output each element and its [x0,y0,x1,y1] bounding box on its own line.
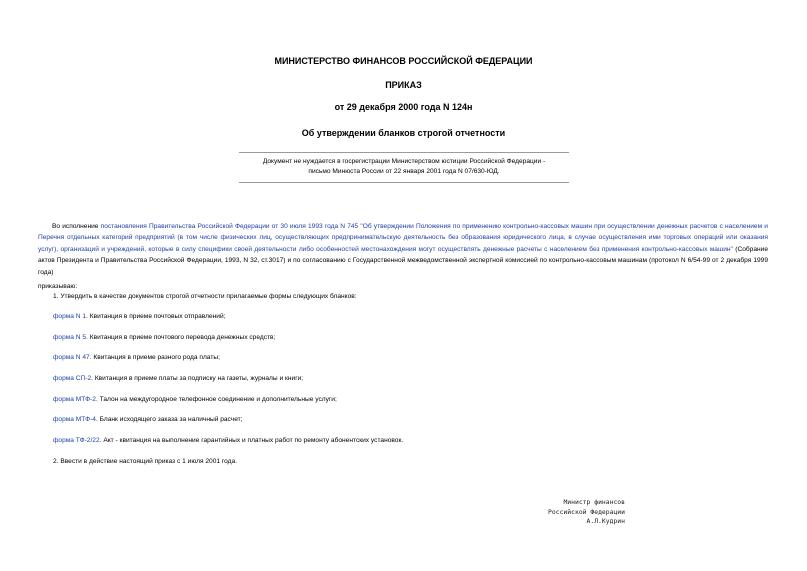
form-description: Акт - квитанция на выполнение гарантийных и платных работ по ремонту абонентских установок. [101,437,404,444]
signature-block [548,498,625,527]
form-link[interactable]: форма N 1. [53,313,88,320]
form-list-item [53,354,220,361]
form-description: Талон на междугородное телефонное соединение и дополнительные услуги; [97,396,337,403]
form-description: Бланк исходящего заказа за наличный расчет; [97,416,243,423]
form-description: Квитанция в приеме почтового перевода денежных средств; [87,334,276,341]
form-description: Квитанция в приеме разного рода платы; [91,354,220,361]
form-link[interactable]: форма N 47. [53,354,92,361]
signature-name: А.Л.Кудрин [586,517,625,526]
registration-note-line-1: Документ не нуждается в госрегистрации Министерством юстиции Российской Федерации - [262,158,546,165]
preamble-paragraph [38,221,768,278]
item-1-text: 1. Утвердить в качестве документов строгой отчетности прилагаемые формы следующих бланков: [53,293,357,300]
form-list-item [53,375,303,382]
form-description: Квитанция в приеме почтовых отправлений; [87,313,226,320]
item-2-text: 2. Ввести в действие настоящий приказ с 1 июля 2001 года. [53,458,237,465]
order-date: от 29 декабря 2000 года N 124н [334,102,473,112]
form-link[interactable]: форма N 5. [53,334,88,341]
form-link[interactable]: форма МТФ-2. [53,396,98,403]
resolution-link[interactable]: постановления Правительства Российской Федерации от 30 июля 1993 года N 745 "Об утверждении Положения по применению контрольно-кассовых машин при осуществлении денежных расчетов с населением и Перечня отдельных категорий предприятий (в том числе физических лиц, осуществляющих предпринимательскую деятельность без образования юридического лица, в случае осуществления ими торговых операций или оказания услуг), организаций и учреждений, которые в силу специфики своей деятельности либо особенностей местонахождения могут осуществлять денежные расчеты с населением без применения контрольно-кассовых машин" [38,223,768,253]
order-heading: ПРИКАЗ [385,80,422,90]
signature-title: Министр финансов [563,498,625,506]
form-list-item [53,396,337,403]
ministry-heading: МИНИСТЕРСТВО ФИНАНСОВ РОССИЙСКОЙ ФЕДЕРАЦИИ [274,56,533,66]
preamble-rest: (Собрание актов Президента и Правительства Российской Федерации, 1993, N 32, ст.3017) и по согласованию с Государственной межведомственной экспертной комиссией по контрольно-кассовым машинам (протокол N 6/54-99 от 2 декабря 1999 года) [38,245,768,276]
order-subject: Об утверждении бланков строгой отчетности [301,128,506,138]
form-list-item [53,416,243,423]
registration-note-line-2: письмо Минюста России от 22 января 2001 года N 07/630-ЮД. [308,168,500,175]
form-list-item [53,334,275,341]
form-list-item [53,313,226,320]
form-link[interactable]: форма МТФ-4. [53,416,98,423]
form-list-item [53,437,403,444]
registration-note [239,152,569,183]
form-link[interactable]: форма СП-2. [53,375,93,382]
form-description: Квитанция в приеме платы за подписку на газеты, журналы и книги; [93,375,304,382]
signature-country: Российской Федерации [548,507,625,516]
preamble-intro: Во исполнение [52,223,99,230]
form-link[interactable]: форма ТФ-2/22. [53,437,102,444]
prikazyvayu-text: приказываю: [38,283,78,290]
